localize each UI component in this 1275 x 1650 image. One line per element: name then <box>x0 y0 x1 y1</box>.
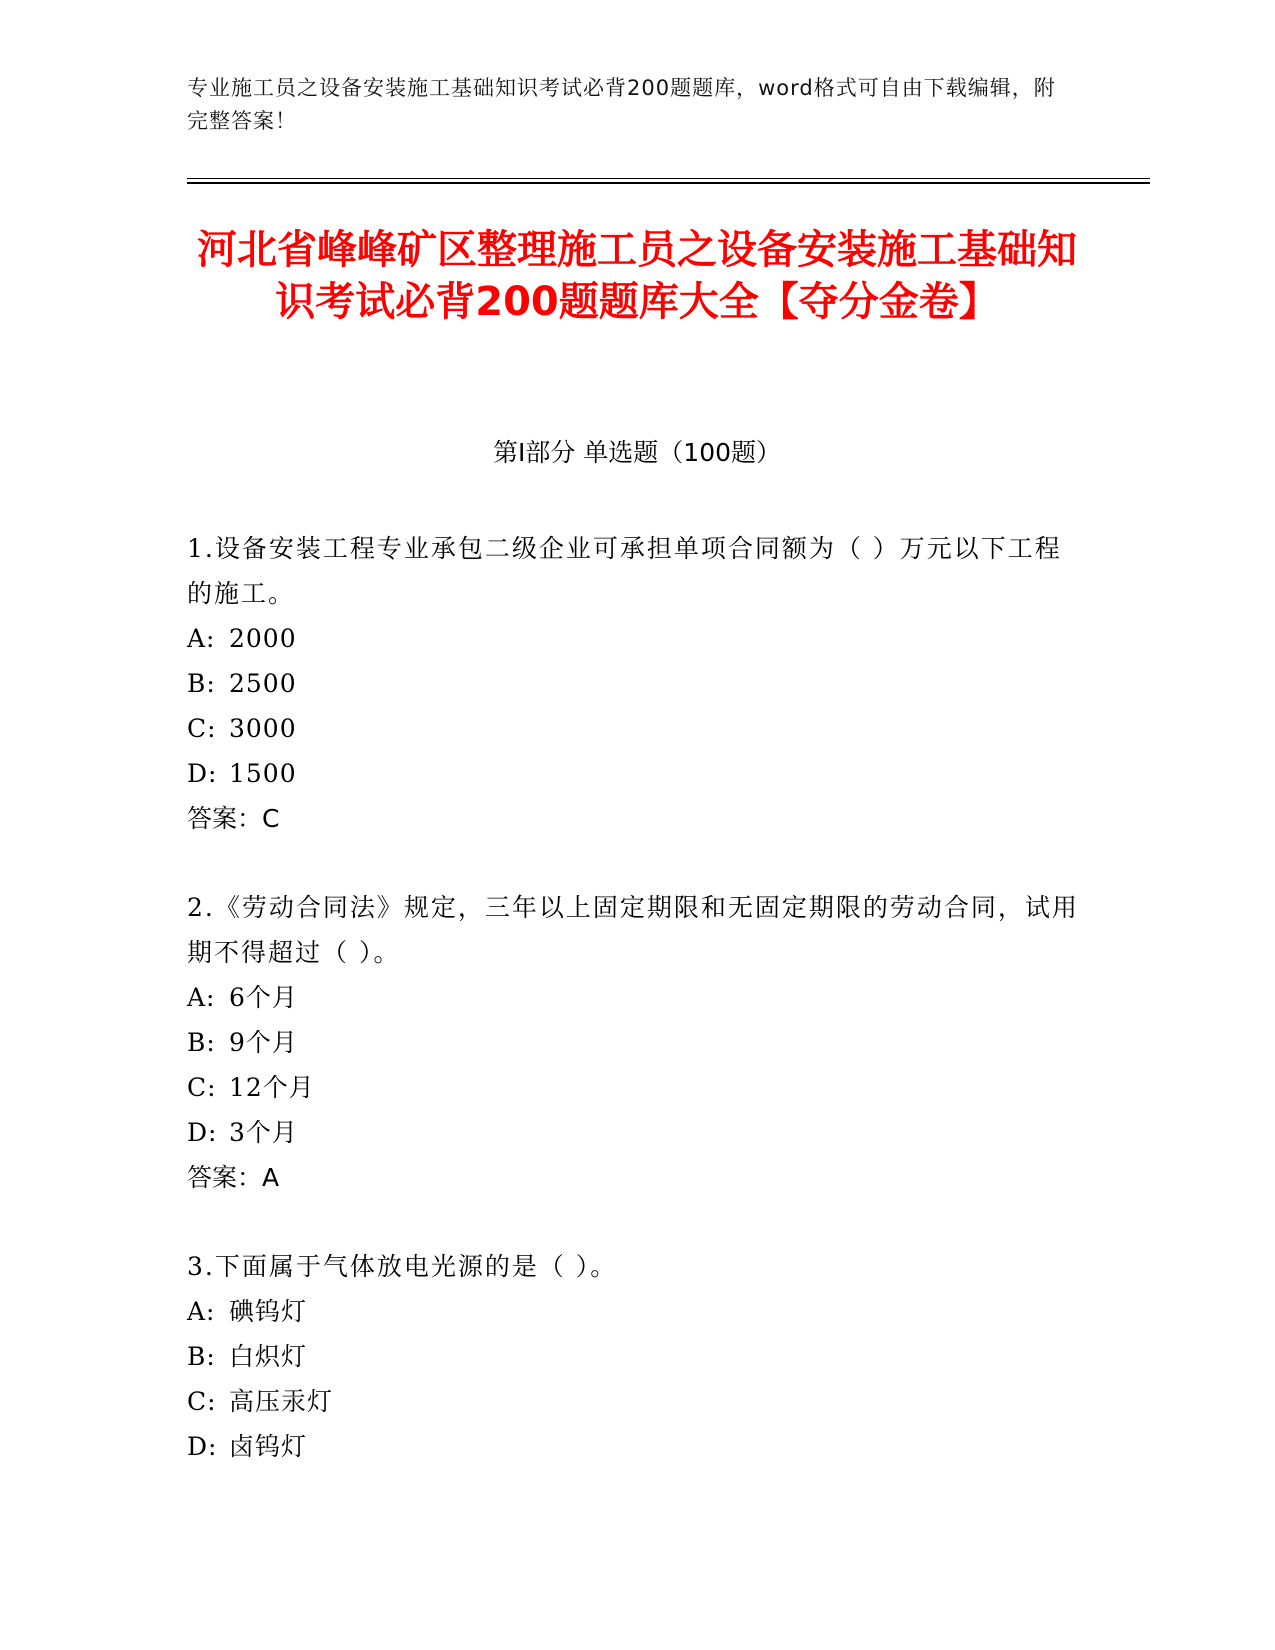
option-text: 3个月 <box>229 1118 298 1147</box>
option-text: 3000 <box>229 714 297 743</box>
question-1 <box>187 526 1087 841</box>
option-text: 卤钨灯 <box>229 1432 308 1461</box>
option-a <box>187 975 1087 1020</box>
option-letter: A: <box>187 624 216 653</box>
option-text: 2000 <box>229 624 297 653</box>
option-text: 1500 <box>229 759 297 788</box>
option-text: 6个月 <box>229 983 298 1012</box>
option-a <box>187 616 1087 661</box>
header-divider-top <box>187 178 1150 179</box>
answer-line: 答案：A <box>187 1163 280 1192</box>
option-letter: C: <box>187 1387 217 1416</box>
option-letter: D: <box>187 1432 218 1461</box>
option-letter: D: <box>187 759 218 788</box>
header-divider-bottom <box>187 182 1150 184</box>
document-title: 河北省峰峰矿区整理施工员之设备安装施工基础知识考试必背200题题库大全【夺分金卷】 <box>197 227 1077 325</box>
question-stem: 1.设备安装工程专业承包二级企业可承担单项合同额为（ ）万元以下工程的施工。 <box>187 534 1062 608</box>
answer-line: 答案：C <box>187 804 280 833</box>
question-stem: 2.《劳动合同法》规定，三年以上固定期限和无固定期限的劳动合同，试用期不得超过（ ）。 <box>187 893 1079 967</box>
option-letter: B: <box>187 1028 216 1057</box>
option-b <box>187 1020 1087 1065</box>
option-text: 白炽灯 <box>229 1342 308 1371</box>
question-list <box>187 526 1087 1513</box>
option-text: 2500 <box>229 669 297 698</box>
section-heading: 第Ⅰ部分 单选题（100题） <box>492 438 782 467</box>
option-c <box>187 1379 1087 1424</box>
option-d <box>187 1424 1087 1469</box>
option-text: 12个月 <box>229 1073 315 1102</box>
question-3 <box>187 1244 1087 1469</box>
header-note: 专业施工员之设备安装施工基础知识考试必背200题题库，word格式可自由下载编辑，附完整答案！ <box>187 76 1056 133</box>
option-letter: C: <box>187 714 217 743</box>
option-letter: C: <box>187 1073 217 1102</box>
option-text: 碘钨灯 <box>229 1297 308 1326</box>
option-a <box>187 1289 1087 1334</box>
option-letter: A: <box>187 1297 216 1326</box>
option-d <box>187 751 1087 796</box>
option-letter: D: <box>187 1118 218 1147</box>
option-letter: B: <box>187 669 216 698</box>
question-stem: 3.下面属于气体放电光源的是（ ）。 <box>187 1252 618 1281</box>
option-c <box>187 706 1087 751</box>
question-2 <box>187 885 1087 1200</box>
option-c <box>187 1065 1087 1110</box>
option-d <box>187 1110 1087 1155</box>
option-b <box>187 661 1087 706</box>
option-b <box>187 1334 1087 1379</box>
option-letter: B: <box>187 1342 216 1371</box>
option-text: 9个月 <box>229 1028 298 1057</box>
option-text: 高压汞灯 <box>229 1387 334 1416</box>
option-letter: A: <box>187 983 216 1012</box>
